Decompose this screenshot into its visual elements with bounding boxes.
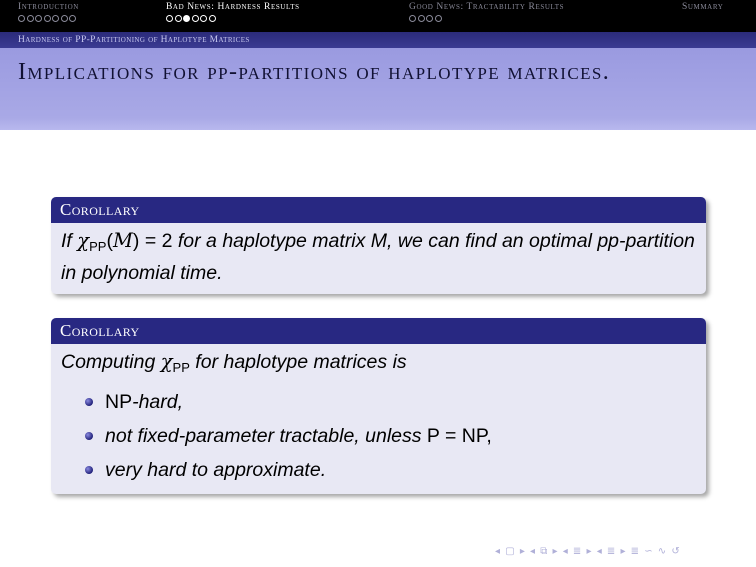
list-item xyxy=(61,419,696,453)
frame-title-bar xyxy=(0,48,756,130)
np-hard-text: -hard, xyxy=(132,391,184,413)
nav-dots xyxy=(18,15,79,25)
slide-dot[interactable] xyxy=(209,15,216,22)
chi-subscript: PP xyxy=(89,239,107,254)
frame-title: Implications for pp-partitions of haplotype matrices. xyxy=(18,59,611,85)
intro-text-a: Computing xyxy=(61,351,161,373)
corollary-block-1 xyxy=(51,197,706,294)
slide-dot[interactable] xyxy=(418,15,425,22)
text-if: If xyxy=(61,230,78,252)
approx-text: very hard to approximate. xyxy=(105,459,327,481)
nav-section-title[interactable]: Introduction xyxy=(18,2,79,12)
chi-subscript: PP xyxy=(172,360,190,375)
slide-dot[interactable] xyxy=(61,15,68,22)
bullet-icon xyxy=(85,432,93,440)
corollary-block-2 xyxy=(51,318,706,494)
nav-section-bad-news[interactable] xyxy=(166,2,300,25)
bullet-icon xyxy=(85,466,93,474)
slide-dot[interactable] xyxy=(52,15,59,22)
block-header xyxy=(51,318,706,344)
slide-dot[interactable] xyxy=(166,15,173,22)
np-text: NP xyxy=(105,391,133,413)
slide-dot[interactable] xyxy=(18,15,25,22)
nav-section-introduction[interactable] xyxy=(18,2,79,25)
slide-dot[interactable] xyxy=(44,15,51,22)
equals-two: ) = 2 xyxy=(132,230,173,252)
list-item xyxy=(61,453,696,487)
block-title: Corollary xyxy=(60,200,140,219)
slide-dot[interactable] xyxy=(35,15,42,22)
corollary-1-rest: for a haplotype matrix M, we can find an optimal pp-partition in polynomial time. xyxy=(61,230,695,284)
beamer-navigation-symbols[interactable]: ◂ ▢ ▸ ◂ ⧉ ▸ ◂ ≣ ▸ ◂ ≣ ▸ ≣ ∽ ∿ ↺ xyxy=(495,546,681,557)
paren-open: ( xyxy=(106,230,113,252)
current-slide-dot[interactable] xyxy=(183,15,190,22)
chi-symbol: χ xyxy=(160,350,173,373)
p-equals-np: P = NP xyxy=(426,425,487,447)
nav-dots xyxy=(166,15,300,25)
bullet-list xyxy=(61,385,696,487)
intro-text-b: for haplotype matrices is xyxy=(189,351,407,373)
block-title: Corollary xyxy=(60,321,140,340)
subsection-bar xyxy=(0,32,756,48)
bullet-icon xyxy=(85,398,93,406)
slide-dot[interactable] xyxy=(426,15,433,22)
chi-symbol: χ xyxy=(77,229,90,252)
fpt-text: not fixed-parameter tractable, unless xyxy=(105,425,427,447)
slide-dot[interactable] xyxy=(200,15,207,22)
nav-section-title[interactable]: Good News: Tractability Results xyxy=(409,2,565,12)
nav-dots xyxy=(409,15,564,25)
block-body xyxy=(51,223,706,294)
corollary-2-intro xyxy=(61,348,696,381)
slide-dot[interactable] xyxy=(69,15,76,22)
nav-section-title[interactable]: Summary xyxy=(682,2,724,12)
nav-section-summary[interactable] xyxy=(682,2,723,12)
top-navigation-bar xyxy=(0,0,756,32)
block-body xyxy=(51,344,706,494)
comma: , xyxy=(486,425,492,447)
subsection-title[interactable]: Hardness of PP-Partitioning of Haplotype Matrices xyxy=(18,35,250,45)
nav-section-good-news[interactable] xyxy=(409,2,564,25)
slide-dot[interactable] xyxy=(435,15,442,22)
slide-dot[interactable] xyxy=(192,15,199,22)
slide-dot[interactable] xyxy=(27,15,34,22)
list-item xyxy=(61,385,696,419)
nav-section-title[interactable]: Bad News: Hardness Results xyxy=(166,2,300,12)
matrix-variable: M xyxy=(112,229,133,252)
slide-dot[interactable] xyxy=(175,15,182,22)
block-header xyxy=(51,197,706,223)
slide-dot[interactable] xyxy=(409,15,416,22)
